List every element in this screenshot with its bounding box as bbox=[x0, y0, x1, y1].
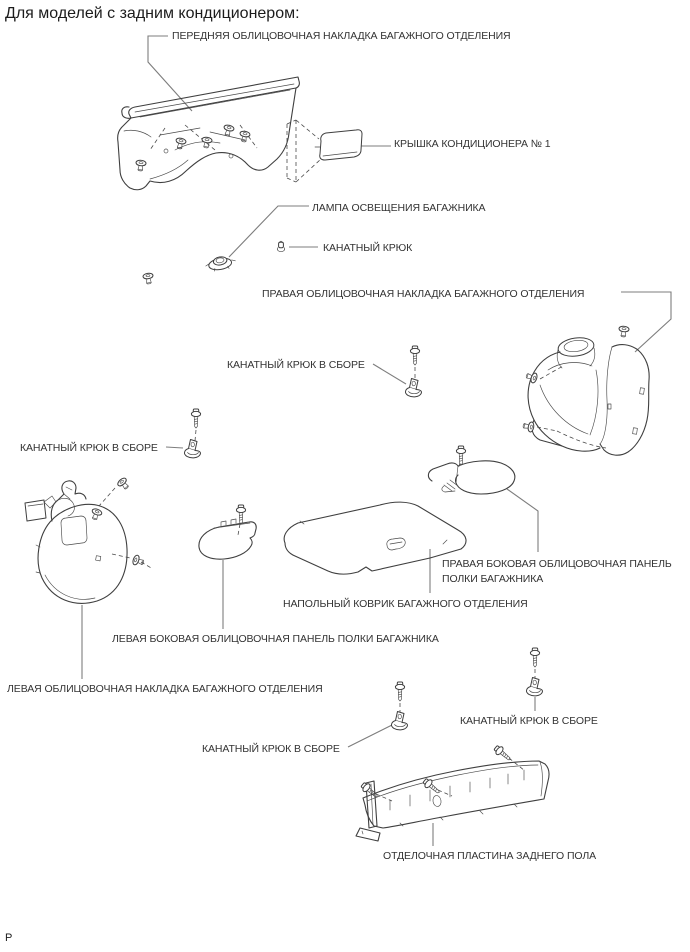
label-hook-lower-right: КАНАТНЫЙ КРЮК В СБОРЕ bbox=[460, 715, 598, 727]
rope-hook-assembly-lower-left bbox=[391, 682, 407, 730]
screw-icon bbox=[456, 446, 465, 465]
screw-icon bbox=[493, 744, 513, 763]
page-marker: P bbox=[5, 932, 13, 944]
clip-icon bbox=[201, 137, 212, 149]
clip-icon bbox=[135, 160, 146, 172]
screw-icon bbox=[422, 777, 442, 796]
hook-bracket-icon bbox=[526, 678, 542, 696]
rope-hook-icon bbox=[277, 241, 284, 251]
floor-mat-drawing bbox=[284, 502, 466, 574]
label-ac-cover: КРЫШКА КОНДИЦИОНЕРА № 1 bbox=[394, 138, 551, 150]
hook-bracket-icon bbox=[391, 712, 407, 730]
label-right-trim: ПРАВАЯ ОБЛИЦОВОЧНАЯ НАКЛАДКА БАГАЖНОГО ОТДЕЛЕНИЯ bbox=[262, 288, 585, 300]
page-title: Для моделей с задним кондиционером: bbox=[5, 5, 300, 22]
luggage-lamp-drawing bbox=[205, 254, 237, 272]
label-hook-upper-right: КАНАТНЫЙ КРЮК В СБОРЕ bbox=[227, 359, 365, 371]
screw-icon bbox=[236, 505, 245, 524]
label-rear-floor-plate: ОТДЕЛОЧНАЯ ПЛАСТИНА ЗАДНЕГО ПОЛА bbox=[383, 850, 597, 862]
clip-icon bbox=[132, 554, 145, 567]
left-shelf-panel-drawing bbox=[199, 505, 256, 559]
clip-icon bbox=[143, 273, 154, 285]
label-right-shelf-line1: ПРАВАЯ БОКОВАЯ ОБЛИЦОВОЧНАЯ ПАНЕЛЬ bbox=[442, 558, 672, 570]
ac-cover-drawing bbox=[315, 130, 362, 160]
hook-bracket-icon bbox=[405, 379, 421, 397]
clip-icon bbox=[522, 421, 534, 433]
label-rope-hook: КАНАТНЫЙ КРЮК bbox=[323, 242, 413, 254]
rear-floor-plate-drawing bbox=[356, 744, 549, 841]
rope-hook-assembly-upper-left bbox=[184, 409, 200, 458]
clip-icon bbox=[116, 477, 130, 492]
clip-icon bbox=[525, 371, 538, 384]
label-left-shelf: ЛЕВАЯ БОКОВАЯ ОБЛИЦОВОЧНАЯ ПАНЕЛЬ ПОЛКИ БАГАЖНИКА bbox=[112, 633, 439, 645]
label-floor-mat: НАПОЛЬНЫЙ КОВРИК БАГАЖНОГО ОТДЕЛЕНИЯ bbox=[283, 598, 528, 610]
screw-icon bbox=[410, 346, 419, 365]
screw-icon bbox=[395, 682, 404, 701]
screw-icon bbox=[191, 409, 200, 428]
label-luggage-lamp: ЛАМПА ОСВЕЩЕНИЯ БАГАЖНИКА bbox=[312, 202, 486, 214]
right-shelf-panel-drawing bbox=[428, 446, 514, 494]
hook-bracket-icon bbox=[184, 440, 200, 458]
label-front-trim: ПЕРЕДНЯЯ ОБЛИЦОВОЧНАЯ НАКЛАДКА БАГАЖНОГО ОТДЕЛЕНИЯ bbox=[172, 30, 511, 42]
clip-icon bbox=[90, 508, 103, 521]
rope-hook-assembly-upper-right bbox=[405, 346, 421, 397]
label-hook-upper-left: КАНАТНЫЙ КРЮК В СБОРЕ bbox=[20, 442, 158, 454]
label-left-trim: ЛЕВАЯ ОБЛИЦОВОЧНАЯ НАКЛАДКА БАГАЖНОГО ОТДЕЛЕНИЯ bbox=[7, 683, 323, 695]
left-trim-panel-drawing bbox=[25, 477, 153, 604]
clip-icon bbox=[174, 137, 186, 149]
front-trim-panel-drawing bbox=[118, 77, 321, 190]
label-hook-lower-left: КАНАТНЫЙ КРЮК В СБОРЕ bbox=[202, 743, 340, 755]
screw-icon bbox=[530, 648, 539, 667]
label-right-shelf-line2: ПОЛКИ БАГАЖНИКА bbox=[442, 573, 544, 585]
clip-icon bbox=[239, 130, 251, 142]
clip-icon bbox=[618, 326, 629, 338]
rope-hook-assembly-lower-right bbox=[526, 648, 542, 696]
right-trim-panel-drawing bbox=[522, 336, 649, 456]
